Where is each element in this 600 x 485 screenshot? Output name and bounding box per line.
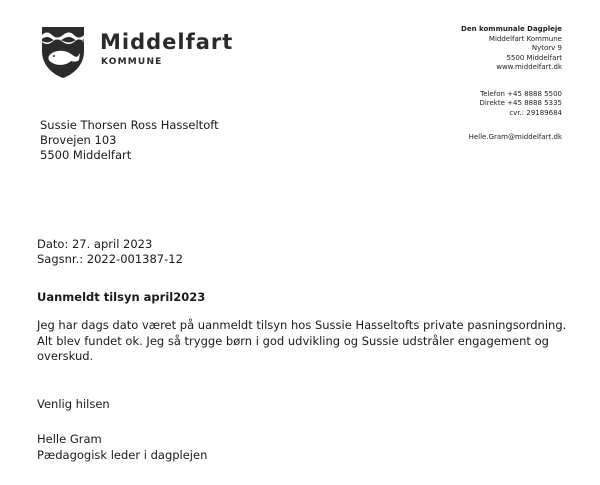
letter-closing: Venlig hilsen [37, 397, 110, 411]
signature-block [37, 432, 207, 463]
recipient-city: 5500 Middelfart [40, 148, 132, 162]
sender-direct-phone: Direkte +45 8888 5335 [479, 99, 562, 107]
sender-line: Middelfart Kommune [488, 34, 562, 43]
sender-cvr: cvr.: 29189684 [509, 108, 562, 117]
sender-organization: Den kommunale Dagpleje [461, 25, 562, 33]
sender-email[interactable]: Helle.Gram@middelfart.dk [468, 133, 562, 141]
municipality-logo [40, 25, 250, 80]
letter-date: Dato: 27. april 2023 [37, 237, 153, 251]
signature-name: Helle Gram [37, 432, 102, 446]
sender-block [362, 25, 562, 143]
recipient-street: Brovejen 103 [40, 133, 117, 147]
sender-line: Nytorv 9 [531, 44, 562, 52]
signature-title: Pædagogisk leder i dagplejen [37, 447, 208, 462]
recipient-name: Sussie Thorsen Ross Hasseltoft [40, 118, 219, 132]
sender-line: 5500 Middelfart [506, 53, 562, 62]
sender-phone: Telefon +45 8888 5500 [480, 89, 562, 98]
sender-website[interactable]: www.middelfart.dk [496, 63, 562, 71]
letter-meta [37, 237, 183, 267]
letter-subject: Uanmeldt tilsyn april2023 [37, 290, 206, 304]
case-number: Sagsnr.: 2022-001387-12 [37, 252, 183, 266]
recipient-address [40, 118, 219, 163]
coat-of-arms-icon [40, 25, 86, 79]
logo-name: Middelfart [100, 30, 234, 54]
logo-subtitle: KOMMUNE [101, 57, 163, 67]
letter-body: Jeg har dags dato været på uanmeldt tilsyn hos Sussie Hasseltofts private pasningsordning. Alt blev fundet ok. Jeg så trygge børn i god udvikling og Sussie udstråler engagement og overskud. [37, 318, 567, 363]
